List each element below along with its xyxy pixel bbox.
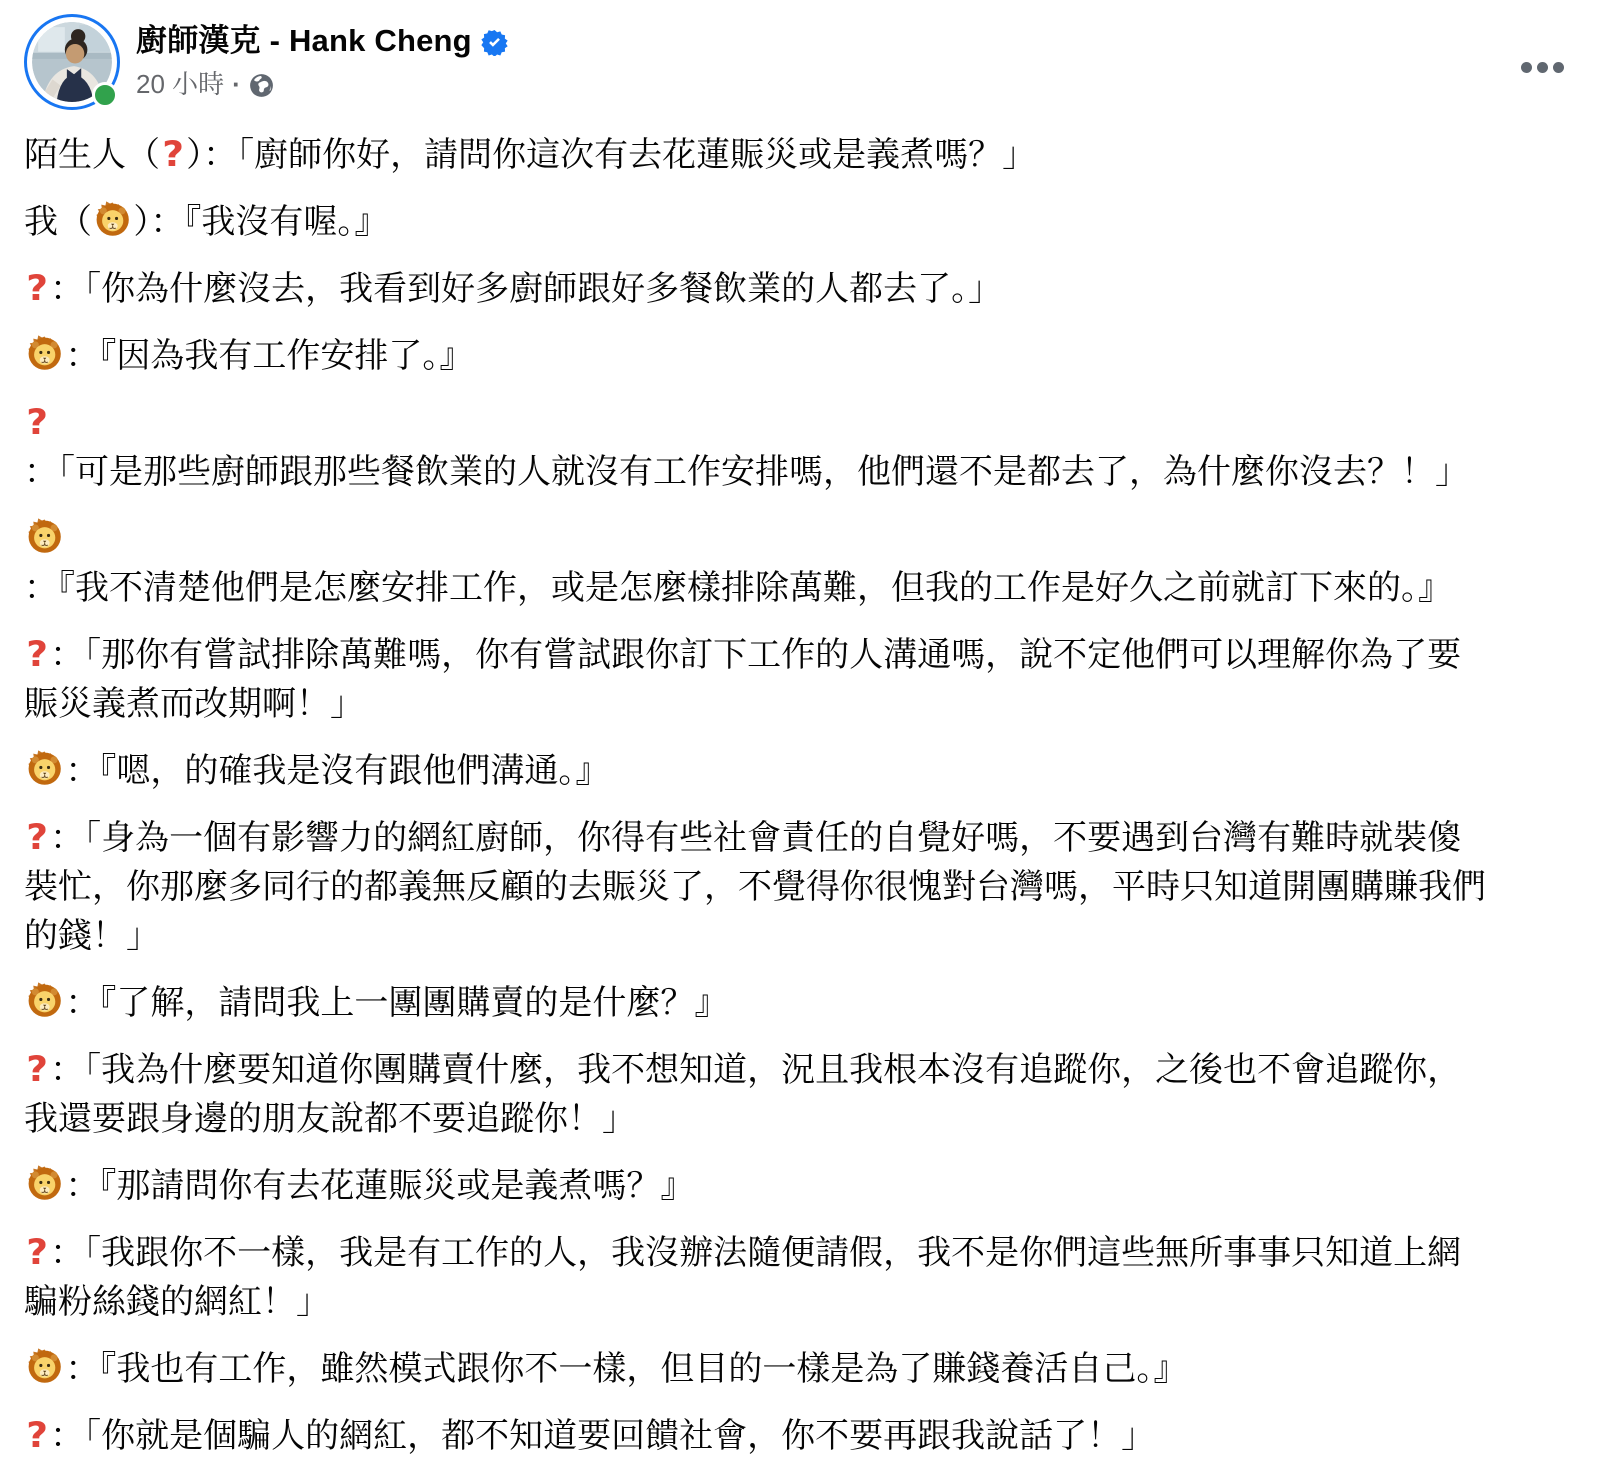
verified-badge-icon [481, 29, 508, 56]
post-line [24, 1345, 1576, 1394]
post-text: ：「我跟你不一樣，我是有工作的人，我沒辦法隨便請假，我不是你們這些無所事事只知道上網 [50, 1234, 1462, 1272]
meta-separator: · [232, 69, 241, 99]
red-question-mark-emoji: ? [26, 818, 48, 858]
post-text: ：『那請問你有去花蓮賑災或是義煮嗎？』 [65, 1167, 695, 1205]
post-line [24, 131, 1576, 180]
post-text: 賑災義煮而改期啊！」 [24, 685, 364, 723]
lion-face-emoji [92, 198, 133, 247]
post-text: ：「你為什麼沒去，我看到好多廚師跟好多餐飲業的人都去了。」 [50, 270, 1003, 308]
post-paragraph [24, 515, 1576, 613]
post-paragraph [24, 332, 1576, 381]
post-paragraph [24, 814, 1576, 961]
timestamp[interactable]: 20 小時 [136, 69, 225, 99]
post-text: ：「那你有嘗試排除萬難嗎，你有嘗試跟你訂下工作的人溝通嗎，說不定他們可以理解你為了要 [50, 636, 1462, 674]
post-text: ：「可是那些廚師跟那些餐飲業的人就沒有工作安排嗎，他們還不是都去了，為什麼你沒去？！」 [24, 453, 1469, 491]
post-text: ：『嗯，的確我是沒有跟他們溝通。』 [65, 752, 610, 790]
ellipsis-menu-icon [1537, 62, 1548, 73]
post-line [24, 332, 1576, 381]
post-text: ）：『我沒有喔。』 [133, 203, 389, 241]
post-text: 我（ [24, 203, 92, 241]
post-line [24, 198, 1576, 247]
red-question-mark-emoji: ? [26, 1416, 48, 1456]
lion-face-emoji [24, 1162, 65, 1211]
post-paragraph [24, 1412, 1576, 1458]
post-text: ：『我也有工作，雖然模式跟你不一樣，但目的一樣是為了賺錢養活自己。』 [65, 1350, 1188, 1388]
post-body [24, 131, 1576, 1458]
post-line [24, 680, 1576, 729]
post-text: ：『我不清楚他們是怎麼安排工作，或是怎麼樣排除萬難，但我的工作是好久之前就訂下來的。』 [24, 569, 1452, 607]
red-question-mark-emoji: ? [26, 635, 48, 675]
post-text: ）：「廚師你好，請問你這次有去花蓮賑災或是義煮嗎？」 [186, 136, 1037, 174]
post-paragraph [24, 1162, 1576, 1211]
post-line [24, 814, 1576, 863]
post-line [24, 564, 1576, 613]
red-question-mark-emoji: ? [162, 135, 184, 175]
post-line [24, 979, 1576, 1028]
post-line [24, 912, 1576, 961]
post-text: 我還要跟身邊的朋友說都不要追蹤你！」 [24, 1100, 636, 1138]
post-line [24, 1412, 1576, 1458]
post-paragraph [24, 399, 1576, 497]
post-paragraph [24, 1345, 1576, 1394]
author-row[interactable] [136, 22, 508, 60]
post-line [24, 1229, 1576, 1278]
post-line [24, 1095, 1576, 1144]
post-line [24, 1278, 1576, 1327]
post-paragraph [24, 265, 1576, 314]
post-paragraph [24, 1046, 1576, 1144]
post-paragraph [24, 747, 1576, 796]
post-text: 陌生人（ [24, 136, 160, 174]
post-text: 的錢！」 [24, 917, 160, 955]
red-question-mark-emoji: ? [26, 269, 48, 309]
red-question-mark-emoji: ? [26, 1050, 48, 1090]
lion-face-emoji [24, 515, 65, 564]
post-text: ：『了解，請問我上一團團購賣的是什麼？』 [65, 984, 729, 1022]
post-paragraph [24, 631, 1576, 729]
post-paragraph [24, 131, 1576, 180]
ellipsis-menu-icon [1553, 62, 1564, 73]
lion-face-emoji [24, 332, 65, 381]
post-line [24, 631, 1576, 680]
post-line [24, 515, 1576, 564]
lion-face-emoji [24, 1345, 65, 1394]
globe-public-icon [249, 73, 274, 98]
post-text: 騙粉絲錢的網紅！」 [24, 1283, 330, 1321]
header-text [136, 14, 508, 99]
post-paragraph [24, 979, 1576, 1028]
post-line [24, 1046, 1576, 1095]
red-question-mark-emoji: ? [26, 1233, 48, 1273]
post-line [24, 265, 1576, 314]
post-text: ：「我為什麼要知道你團購賣什麼，我不想知道，況且我根本沒有追蹤你，之後也不會追蹤你， [50, 1051, 1462, 1089]
post-paragraph [24, 198, 1576, 247]
post-text: ：「身為一個有影響力的網紅廚師，你得有些社會責任的自覺好嗎，不要遇到台灣有難時就裝傻 [50, 819, 1462, 857]
post-line [24, 1162, 1576, 1211]
active-status-dot [92, 82, 118, 108]
post-paragraph [24, 1229, 1576, 1327]
post-line [24, 747, 1576, 796]
lion-face-emoji [24, 747, 65, 796]
post-line [24, 863, 1576, 912]
post-header [24, 14, 1576, 110]
post-text: ：「你就是個騙人的網紅，都不知道要回饋社會，你不要再跟我說話了！」 [50, 1417, 1156, 1455]
meta-row [136, 69, 508, 99]
lion-face-emoji [24, 979, 65, 1028]
post-text: 裝忙，你那麼多同行的都義無反顧的去賑災了，不覺得你很愧對台灣嗎，平時只知道開團購賺我們 [24, 868, 1486, 906]
post-text: ：『因為我有工作安排了。』 [65, 337, 474, 375]
ellipsis-menu-icon [1521, 62, 1532, 73]
post-line [24, 399, 1576, 448]
more-options-button[interactable] [1515, 56, 1570, 79]
red-question-mark-emoji: ? [26, 403, 48, 443]
post-line [24, 448, 1576, 497]
author-name[interactable]: 廚師漢克 - Hank Cheng [136, 23, 472, 58]
avatar[interactable] [24, 14, 120, 110]
